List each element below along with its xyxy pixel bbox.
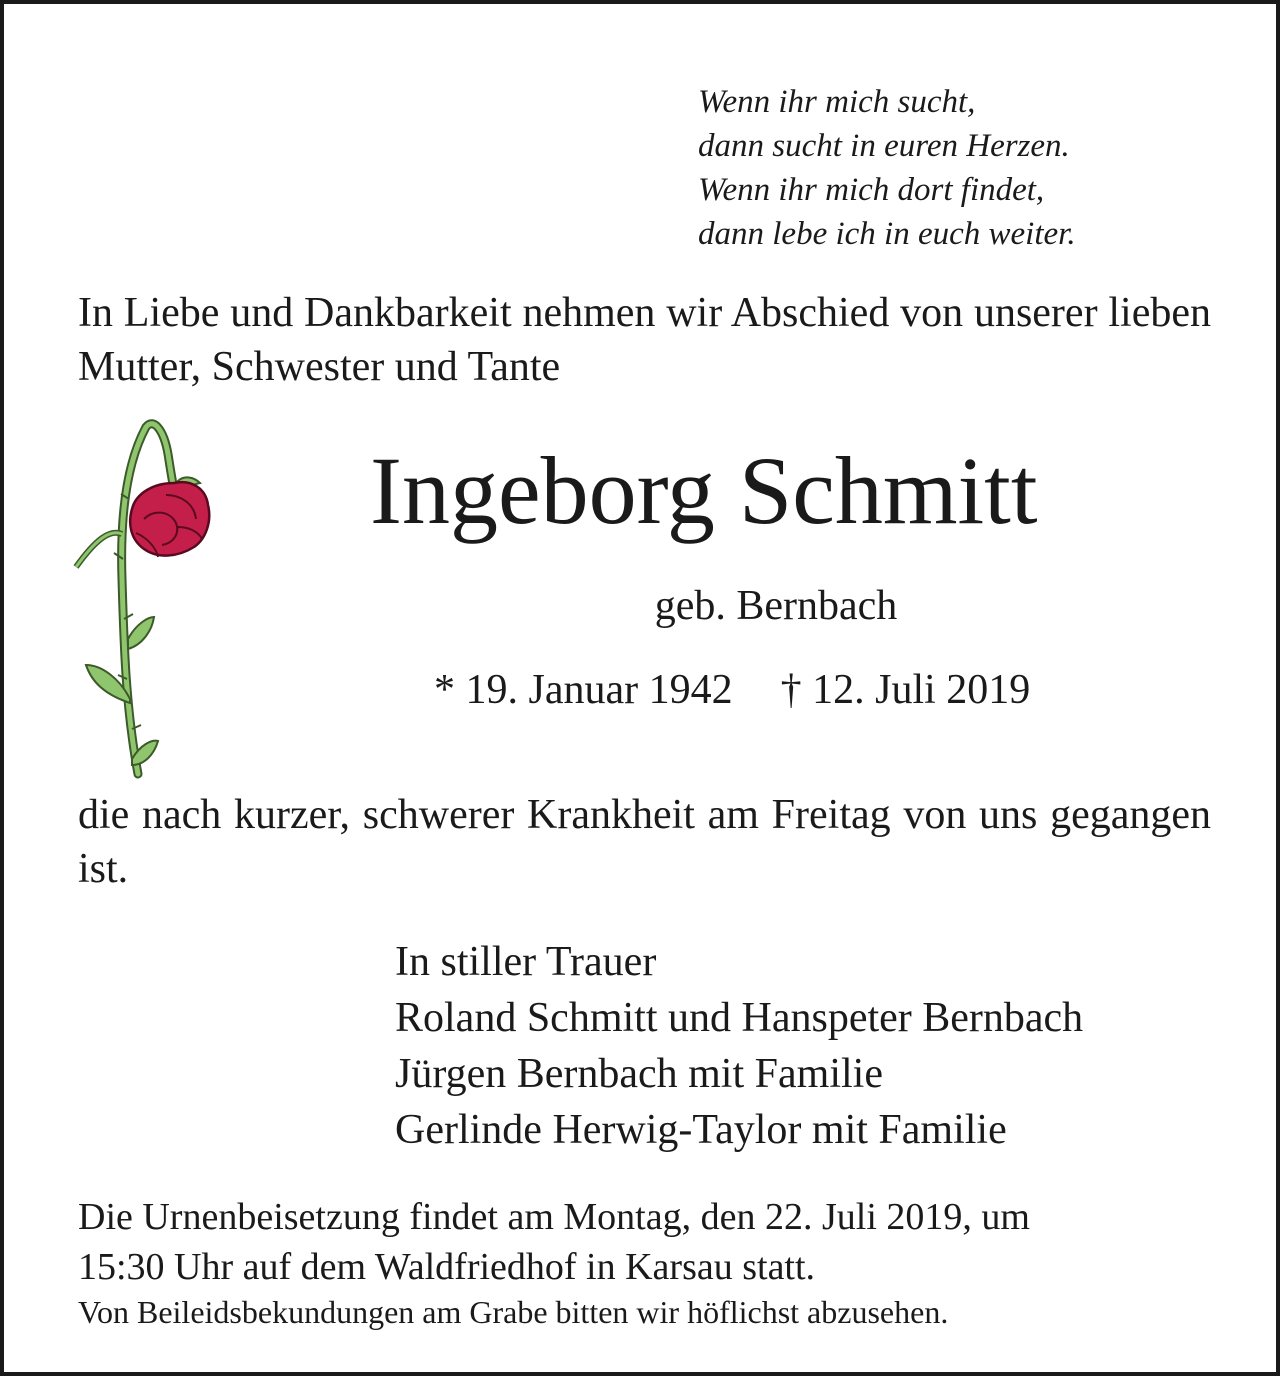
- mourner-name: Gerlinde Herwig-Taylor mit Familie: [395, 1107, 1007, 1153]
- maiden-name: geb. Bernbach: [654, 583, 898, 629]
- birth-date: * 19. Januar 1942: [434, 667, 733, 713]
- poem-line: dann lebe ich in euch weiter.: [698, 216, 1076, 252]
- intro-text: In Liebe und Dankbarkeit nehmen wir Abschied von unserer lieben Mutter, Schwester und Tante: [78, 290, 1211, 390]
- poem-line: dann sucht in euren Herzen.: [698, 128, 1070, 164]
- poem-line: Wenn ihr mich sucht,: [698, 84, 976, 120]
- death-date: † 12. Juli 2019: [780, 667, 1031, 713]
- poem-line: Wenn ihr mich dort findet,: [698, 172, 1045, 208]
- condolence-note: Von Beileidsbekundungen am Grabe bitten wir höflichst abzusehen.: [78, 1294, 949, 1330]
- poem: [698, 80, 1076, 256]
- burial-line: 15:30 Uhr auf dem Waldfriedhof in Karsau statt.: [78, 1246, 816, 1288]
- mourners: [395, 934, 1083, 1158]
- life-dates: [434, 664, 1030, 716]
- burial-line: Die Urnenbeisetzung findet am Montag, den 22. Juli 2019, um: [78, 1196, 1030, 1238]
- mourner-name: Roland Schmitt und Hanspeter Bernbach: [395, 995, 1084, 1041]
- mourner-name: Jürgen Bernbach mit Familie: [395, 1051, 883, 1097]
- deceased-name: Ingeborg Schmitt: [370, 437, 1038, 544]
- burial-info: [78, 1192, 1030, 1292]
- passing-text: die nach kurzer, schwerer Krankheit am Freitag von uns gegangen ist.: [78, 792, 1211, 892]
- mourners-heading: In stiller Trauer: [395, 939, 657, 985]
